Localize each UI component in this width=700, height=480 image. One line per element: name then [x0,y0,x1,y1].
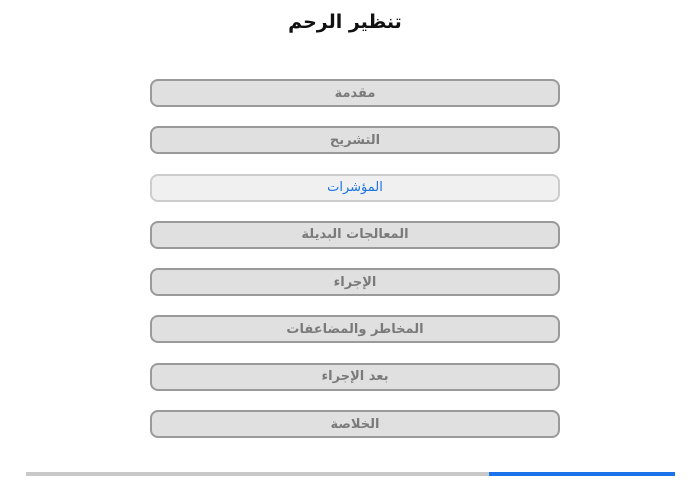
section-menu [150,79,560,457]
menu-item-after-procedure[interactable]: بعد الإجراء [150,363,560,391]
page-title: تنظير الرحم [288,11,402,33]
progress-bar-fill [489,472,675,476]
menu-item-summary[interactable]: الخلاصة [150,410,560,438]
menu-item-indications[interactable]: المؤشرات [150,174,560,202]
menu-item-alternative-treatments[interactable]: المعالجات البديلة [150,221,560,249]
menu-item-risks-complications[interactable]: المخاطر والمضاعفات [150,315,560,343]
progress-bar [26,472,675,476]
menu-item-introduction[interactable]: مقدمة [150,79,560,107]
menu-item-procedure[interactable]: الإجراء [150,268,560,296]
menu-item-anatomy[interactable]: التشريح [150,126,560,154]
